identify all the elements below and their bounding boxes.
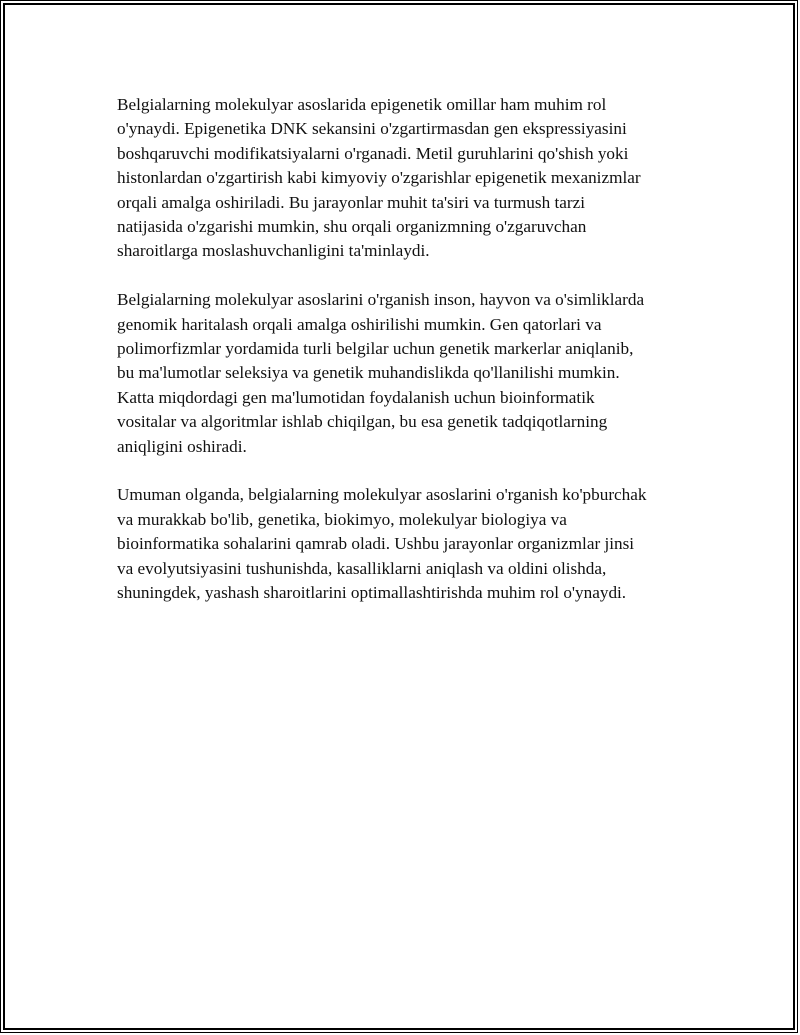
document-body	[117, 93, 687, 630]
paragraph-conclusion: Umuman olganda, belgialarning molekulyar asoslarini o'rganish ko'pburchak va murakkab bo'lib, genetika, biokimyo, molekulyar biologiya va bioinformatika sohalarini qamrab oladi. Ushbu jarayonlar organizmlar jinsi va evolyutsiyasini tushunishda, kasalliklarni aniqlash va oldini olishda, shuningdek, yashash sharoitlarini optimallashtirishda muhim rol o'ynaydi.	[117, 485, 647, 603]
paragraph-epigenetics: Belgialarning molekulyar asoslarida epigenetik omillar ham muhim rol o'ynaydi. Epigenetika DNK sekansini o'zgartirmasdan gen ekspressiyasini boshqaruvchi modifikatsiyalarni o'rganadi. Metil guruhlarini qo'shish yoki histonlardan o'zgartirish kabi kimyoviy o'zgarishlar epigenetik mexanizmlar orqali amalga oshiriladi. Bu jarayonlar muhit ta'siri va turmush tarzi natijasida o'zgarishi mumkin, shu orqali organizmning o'zgaruvchan sharoitlarga moslashuvchanligini ta'minlaydi.	[117, 95, 641, 261]
paragraph-genomic-mapping: Belgialarning molekulyar asoslarini o'rganish inson, hayvon va o'simliklarda genomik haritalash orqali amalga oshirilishi mumkin. Gen qatorlari va polimorfizmlar yordamida turli belgilar uchun genetik markerlar aniqlanib, bu ma'lumotlar seleksiya va genetik muhandislikda qo'llanilishi mumkin. Katta miqdordagi gen ma'lumotidan foydalanish uchun bioinformatik vositalar va algoritmlar ishlab chiqilgan, bu esa genetik tadqiqotlarning aniqligini oshiradi.	[117, 290, 645, 456]
